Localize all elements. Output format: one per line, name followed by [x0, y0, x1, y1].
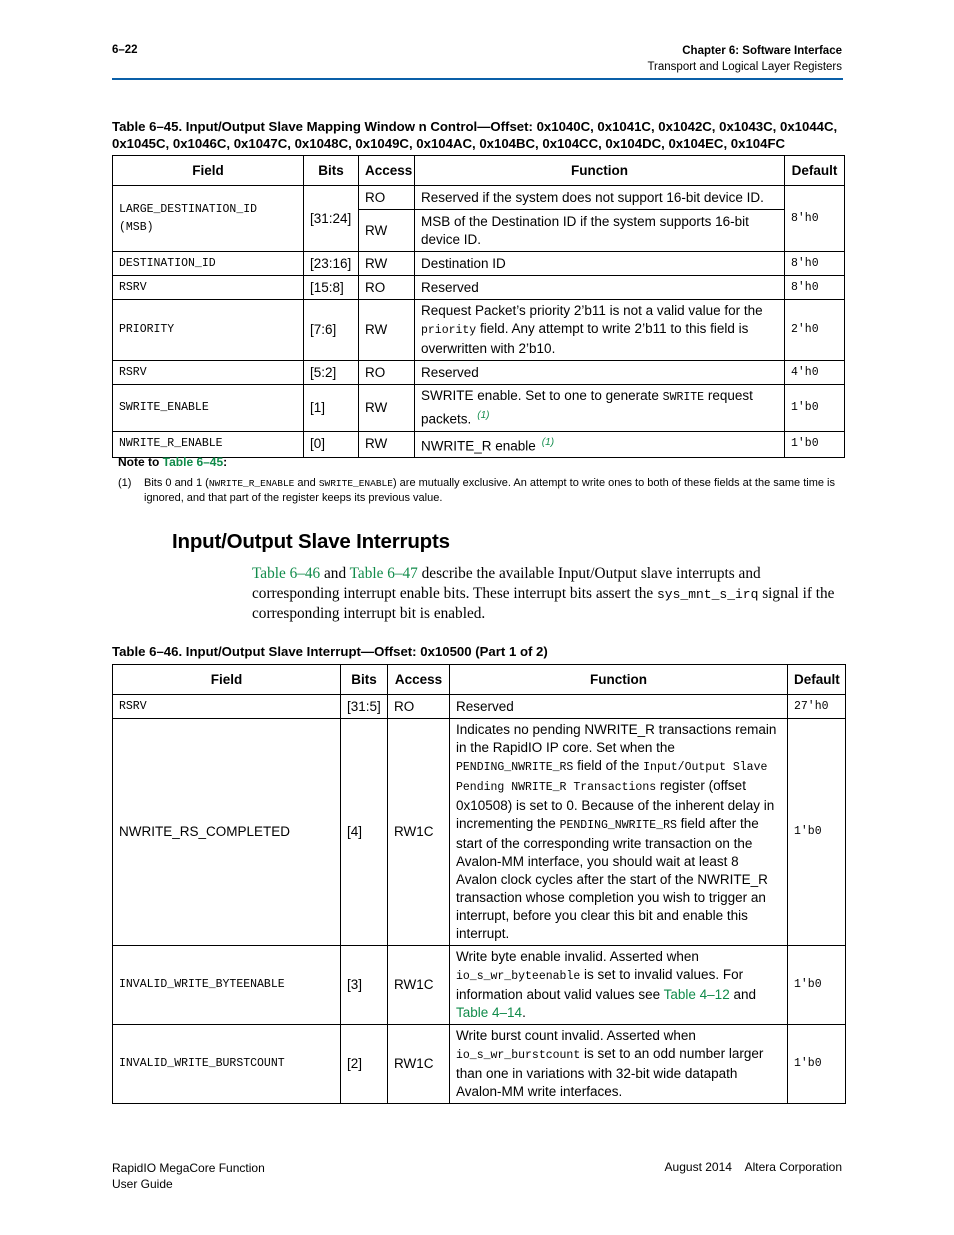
function-text: Request Packet’s priority 2’b11 is not a valid value for the	[421, 303, 763, 318]
section-heading: Input/Output Slave Interrupts	[172, 530, 450, 553]
footnote-ref-link[interactable]: (1)	[541, 436, 555, 448]
code-text: NWRITE_R_ENABLE	[208, 478, 295, 489]
field-cell: NWRITE_RS_COMPLETED	[113, 719, 341, 946]
function-cell: Reserved if the system does not support 16-bit device ID.	[415, 186, 785, 210]
table-47-link[interactable]: Table 6–47	[349, 565, 418, 582]
access-cell: RO	[359, 186, 415, 210]
bits-cell: [3]	[341, 946, 388, 1025]
table-row	[113, 719, 846, 946]
function-text: NWRITE_R enable	[421, 438, 536, 453]
default-cell: 1'b0	[785, 385, 845, 432]
table-row	[113, 431, 845, 458]
function-cell: Reserved	[415, 361, 785, 385]
code-text: priority	[421, 324, 477, 337]
function-text: request packets.	[421, 388, 753, 427]
field-cell: INVALID_WRITE_BURSTCOUNT	[113, 1025, 341, 1104]
function-text: register (offset 0x10508) is set to 0. Because of the inherent delay in incrementing the	[456, 778, 775, 831]
access-cell: RO	[359, 276, 415, 300]
default-cell: 1'b0	[788, 946, 846, 1025]
function-cell: Destination ID	[415, 252, 785, 276]
access-cell: RW	[359, 385, 415, 432]
access-cell: RW	[359, 210, 415, 252]
field-cell: RSRV	[113, 276, 304, 300]
code-text: SWRITE_ENABLE	[318, 478, 393, 489]
field-cell: INVALID_WRITE_BYTEENABLE	[113, 946, 341, 1025]
access-cell: RW1C	[388, 946, 450, 1025]
table-row	[113, 695, 846, 719]
col-header-default: Default	[785, 156, 845, 186]
col-header-bits: Bits	[304, 156, 359, 186]
function-cell	[450, 719, 788, 946]
footer-doc: User Guide	[112, 1177, 173, 1191]
function-cell	[450, 946, 788, 1025]
field-cell: SWRITE_ENABLE	[113, 385, 304, 432]
access-cell: RW1C	[388, 1025, 450, 1104]
section-paragraph	[252, 564, 842, 624]
access-cell: RO	[388, 695, 450, 719]
table-4-12-link[interactable]: Table 4–12	[663, 987, 730, 1002]
header-rule	[112, 78, 843, 80]
function-text: Write burst count invalid. Asserted when	[456, 1028, 696, 1043]
table-46-caption: Table 6–46. Input/Output Slave Interrupt—Offset: 0x10500 (Part 1 of 2)	[112, 644, 548, 659]
default-cell: 1'b0	[788, 1025, 846, 1104]
field-cell: RSRV	[113, 695, 341, 719]
function-text: Write byte enable invalid. Asserted when	[456, 949, 699, 964]
col-header-function: Function	[450, 665, 788, 695]
function-cell: MSB of the Destination ID if the system supports 16-bit device ID.	[415, 210, 785, 252]
table-row	[113, 946, 846, 1025]
code-text: io_s_wr_byteenable	[456, 970, 581, 983]
col-header-access: Access	[388, 665, 450, 695]
code-text: PENDING_NWRITE_RS	[456, 761, 574, 774]
function-text: and	[733, 987, 756, 1002]
bits-cell: [7:6]	[304, 300, 359, 361]
default-cell: 8'h0	[785, 186, 845, 252]
default-cell: 8'h0	[785, 252, 845, 276]
access-cell: RW	[359, 431, 415, 458]
table-row	[113, 276, 845, 300]
col-header-field: Field	[113, 665, 341, 695]
section-title-header: Transport and Logical Layer Registers	[647, 61, 842, 73]
table-45	[112, 155, 845, 458]
function-cell: Reserved	[450, 695, 788, 719]
table-row	[113, 252, 845, 276]
col-header-field: Field	[113, 156, 304, 186]
default-cell: 2'h0	[785, 300, 845, 361]
para-text: describe the available Input/Output slave interrupts and corresponding interrupt enable bits. These interrupt bits assert the	[252, 565, 761, 602]
footer-left	[112, 1160, 265, 1192]
col-header-bits: Bits	[341, 665, 388, 695]
code-text: SWRITE	[662, 391, 705, 404]
field-cell: PRIORITY	[113, 300, 304, 361]
footnote-1	[118, 476, 838, 505]
table-46	[112, 664, 846, 1104]
default-cell: 27'h0	[788, 695, 846, 719]
function-text: Indicates no pending NWRITE_R transactions remain in the RapidIO IP core. Set when the	[456, 722, 777, 755]
field-cell: LARGE_DESTINATION_ID (MSB)	[113, 186, 304, 252]
footnote-text: Bits 0 and 1 (	[144, 477, 209, 489]
table-row	[113, 1025, 846, 1104]
function-text: field of the	[577, 758, 640, 773]
field-cell: RSRV	[113, 361, 304, 385]
bits-cell: [2]	[341, 1025, 388, 1104]
footer-product: RapidIO MegaCore Function	[112, 1161, 265, 1175]
field-cell: NWRITE_R_ENABLE	[113, 431, 304, 458]
table-row	[113, 385, 845, 432]
footnote-text: and	[297, 477, 316, 489]
page-number: 6–22	[112, 44, 138, 56]
access-cell: RO	[359, 361, 415, 385]
table-row	[113, 186, 845, 210]
para-text: signal if the corresponding interrupt bit is enabled.	[252, 584, 835, 622]
note-label-colon: :	[223, 455, 228, 469]
function-text: .	[522, 1005, 526, 1020]
footnote-ref-link[interactable]: (1)	[477, 410, 490, 421]
access-cell: RW	[359, 252, 415, 276]
table-45-caption: Table 6–45. Input/Output Slave Mapping Window n Control—Offset: 0x1040C, 0x1041C, 0x1042C, 0x1043C, 0x1044C, 0x1045C, 0x1046C, 0x1047C, 0x1048C, 0x1049C, 0x104AC, 0x104BC, 0x104CC, 0x104DC, 0x104EC, 0x104FC	[112, 119, 838, 151]
function-text: is set to invalid values. For information about valid values see	[456, 967, 744, 1002]
default-cell: 4'h0	[785, 361, 845, 385]
function-text: SWRITE enable. Set to one to generate	[421, 388, 659, 403]
bits-cell: [31:5]	[341, 695, 388, 719]
default-cell: 1'b0	[785, 431, 845, 458]
function-cell	[415, 300, 785, 361]
table-4-14-link[interactable]: Table 4–14	[456, 1005, 523, 1020]
function-text: is set to an odd number larger than one in variations with 32-bit wide datapath Avalon-MM write interfaces.	[456, 1046, 764, 1099]
bits-cell: [31:24]	[304, 186, 359, 252]
table-row	[113, 300, 845, 361]
access-cell: RW1C	[388, 719, 450, 946]
table-row	[113, 361, 845, 385]
table-46-link[interactable]: Table 6–46	[252, 565, 321, 582]
note-label	[118, 455, 227, 469]
note-label-text: Note to	[118, 455, 160, 469]
bits-cell: [15:8]	[304, 276, 359, 300]
function-cell	[415, 431, 785, 458]
code-text: Input/Output Slave Pending NWRITE_R Transactions	[456, 761, 768, 794]
function-text: field after the start of the corresponding write transaction on the Avalon-MM interface, you should wait at least 8 Avalon clock cycles after the start of the NWRITE_R transaction whose completion you wish to trigger an interrupt, before you clear this bit and enable this interrupt.	[456, 816, 768, 941]
default-cell: 1'b0	[788, 719, 846, 946]
table-45-link[interactable]: Table 6–45	[162, 455, 224, 469]
access-cell: RW	[359, 300, 415, 361]
chapter-title: Chapter 6: Software Interface	[682, 45, 842, 57]
bits-cell: [1]	[304, 385, 359, 432]
bits-cell: [4]	[341, 719, 388, 946]
bits-cell: [0]	[304, 431, 359, 458]
para-text: and	[324, 565, 347, 582]
field-cell: DESTINATION_ID	[113, 252, 304, 276]
running-header	[647, 43, 842, 75]
col-header-function: Function	[415, 156, 785, 186]
footnote-text: ) are mutually exclusive. An attempt to write ones to both of these fields at the same time is ignored, and that part of the register keeps its previous value.	[144, 477, 835, 504]
function-cell: Reserved	[415, 276, 785, 300]
footnote-number: (1)	[118, 477, 132, 489]
bits-cell: [5:2]	[304, 361, 359, 385]
bits-cell: [23:16]	[304, 252, 359, 276]
function-text: field. Any attempt to write 2’b11 to this field is overwritten with 2’b10.	[421, 321, 749, 356]
function-cell	[415, 385, 785, 432]
function-cell	[450, 1025, 788, 1104]
col-header-default: Default	[788, 665, 846, 695]
code-text: io_s_wr_burstcount	[456, 1049, 581, 1062]
footer-right: August 2014 Altera Corporation	[664, 1160, 842, 1174]
default-cell: 8'h0	[785, 276, 845, 300]
col-header-access: Access	[359, 156, 415, 186]
code-text: PENDING_NWRITE_RS	[559, 819, 677, 832]
code-text: sys_mnt_s_irq	[656, 586, 759, 602]
